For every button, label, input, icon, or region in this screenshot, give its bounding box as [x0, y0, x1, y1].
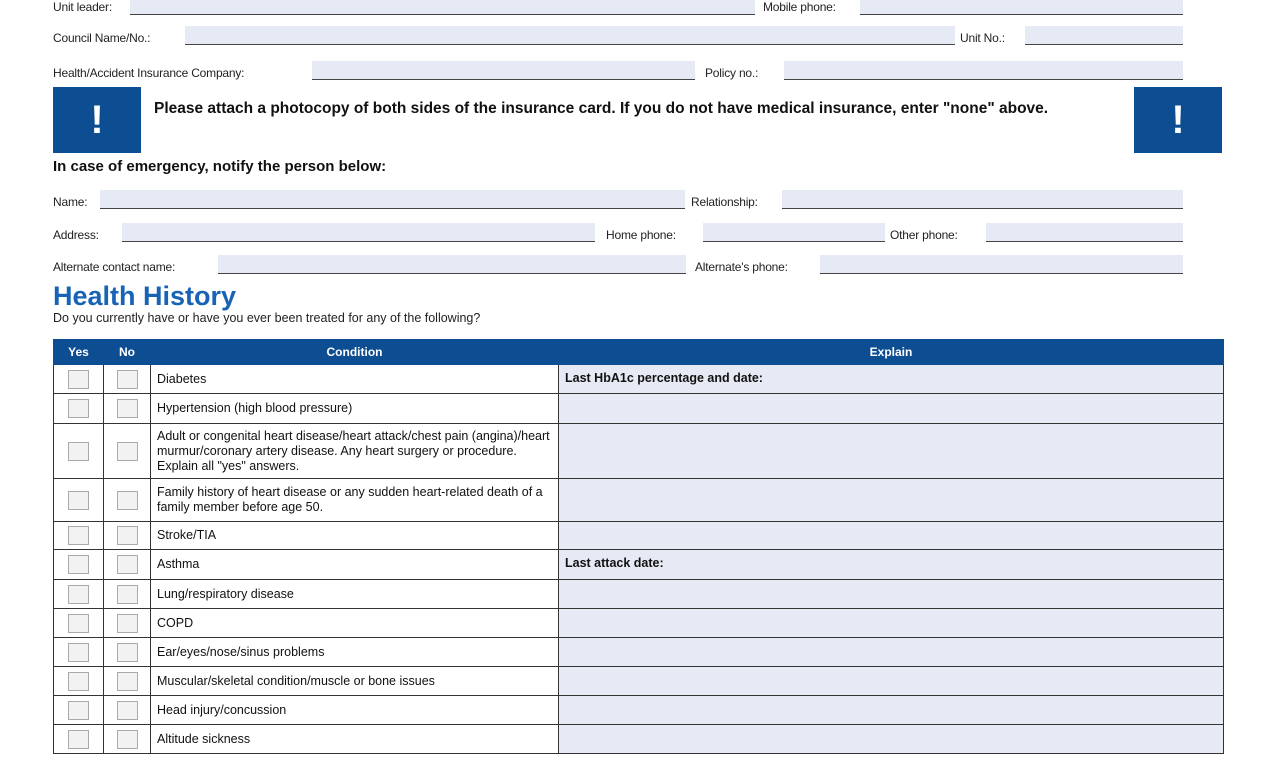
yes-checkbox[interactable] [68, 672, 89, 691]
alternate-phone-field[interactable] [820, 255, 1183, 274]
yes-checkbox[interactable] [68, 370, 89, 389]
condition-cell: Asthma [151, 550, 559, 580]
yes-checkbox[interactable] [68, 526, 89, 545]
no-checkbox[interactable] [117, 614, 138, 633]
yes-checkbox[interactable] [68, 643, 89, 662]
condition-cell: Stroke/TIA [151, 522, 559, 550]
health-history-table [53, 339, 1224, 754]
table-row [54, 424, 1224, 479]
no-checkbox[interactable] [117, 730, 138, 749]
table-row [54, 580, 1224, 609]
explain-field[interactable] [559, 667, 1224, 696]
health-history-subtitle: Do you currently have or have you ever been treated for any of the following? [53, 311, 481, 325]
no-checkbox[interactable] [117, 370, 138, 389]
condition-cell: COPD [151, 609, 559, 638]
condition-cell: Diabetes [151, 365, 559, 394]
alternate-name-label: Alternate contact name: [53, 260, 176, 274]
explain-field[interactable] [559, 424, 1224, 479]
unit-no-label: Unit No.: [960, 31, 1005, 45]
other-phone-field[interactable] [986, 223, 1183, 242]
explain-field[interactable] [559, 725, 1224, 754]
condition-cell: Lung/respiratory disease [151, 580, 559, 609]
yes-checkbox[interactable] [68, 491, 89, 510]
no-checkbox[interactable] [117, 701, 138, 720]
mobile-phone-field[interactable] [860, 0, 1183, 15]
col-yes: Yes [54, 340, 104, 365]
condition-cell: Ear/eyes/nose/sinus problems [151, 638, 559, 667]
relationship-label: Relationship: [691, 195, 758, 209]
yes-checkbox[interactable] [68, 555, 89, 574]
col-explain: Explain [559, 340, 1224, 365]
table-header-row [54, 340, 1224, 365]
health-history-title: Health History [53, 281, 237, 311]
alternate-name-field[interactable] [218, 255, 686, 274]
relationship-field[interactable] [782, 190, 1183, 209]
yes-checkbox[interactable] [68, 585, 89, 604]
policy-label: Policy no.: [705, 66, 759, 80]
no-checkbox[interactable] [117, 399, 138, 418]
yes-checkbox[interactable] [68, 399, 89, 418]
no-checkbox[interactable] [117, 643, 138, 662]
emergency-name-field[interactable] [100, 190, 685, 209]
alternate-phone-label: Alternate's phone: [695, 260, 788, 274]
insurance-label: Health/Accident Insurance Company: [53, 66, 245, 80]
explain-field[interactable] [559, 580, 1224, 609]
table-row [54, 696, 1224, 725]
table-row [54, 522, 1224, 550]
address-label: Address: [53, 228, 99, 242]
explain-field[interactable] [559, 638, 1224, 667]
council-label: Council Name/No.: [53, 31, 151, 45]
explain-field[interactable]: Last attack date: [559, 550, 1224, 580]
explain-field[interactable]: Last HbA1c percentage and date: [559, 365, 1224, 394]
unit-no-field[interactable] [1025, 26, 1183, 45]
yes-checkbox[interactable] [68, 442, 89, 461]
table-row [54, 479, 1224, 522]
policy-field[interactable] [784, 61, 1183, 80]
explain-field[interactable] [559, 696, 1224, 725]
mobile-phone-label: Mobile phone: [763, 0, 836, 14]
home-phone-field[interactable] [703, 223, 885, 242]
table-row [54, 550, 1224, 580]
explain-field[interactable] [559, 394, 1224, 424]
col-no: No [104, 340, 151, 365]
council-field[interactable] [185, 26, 955, 45]
condition-cell: Family history of heart disease or any sudden heart-related death of a family member before age 50. [151, 479, 559, 522]
address-field[interactable] [122, 223, 595, 242]
table-row [54, 667, 1224, 696]
yes-checkbox[interactable] [68, 701, 89, 720]
explain-field[interactable] [559, 479, 1224, 522]
yes-checkbox[interactable] [68, 614, 89, 633]
col-condition: Condition [151, 340, 559, 365]
no-checkbox[interactable] [117, 672, 138, 691]
no-checkbox[interactable] [117, 526, 138, 545]
no-checkbox[interactable] [117, 491, 138, 510]
yes-checkbox[interactable] [68, 730, 89, 749]
home-phone-label: Home phone: [606, 228, 676, 242]
table-row [54, 609, 1224, 638]
explain-field[interactable] [559, 522, 1224, 550]
condition-cell: Adult or congenital heart disease/heart attack/chest pain (angina)/heart murmur/coronary artery disease. Any heart surgery or procedure. Explain all "yes" answers. [151, 424, 559, 479]
exclamation-icon: ! [90, 97, 104, 142]
unit-leader-label: Unit leader: [53, 0, 112, 14]
insurance-field[interactable] [312, 61, 695, 80]
alert-icon-left [53, 87, 141, 153]
emergency-heading: In case of emergency, notify the person below: [53, 158, 387, 175]
table-row [54, 638, 1224, 667]
condition-cell: Altitude sickness [151, 725, 559, 754]
unit-leader-field[interactable] [130, 0, 755, 15]
alert-icon-right [1134, 87, 1222, 153]
no-checkbox[interactable] [117, 585, 138, 604]
insurance-card-notice: Please attach a photocopy of both sides of the insurance card. If you do not have medical insurance, enter "none" above. [154, 100, 1049, 117]
no-checkbox[interactable] [117, 555, 138, 574]
condition-cell: Head injury/concussion [151, 696, 559, 725]
no-checkbox[interactable] [117, 442, 138, 461]
emergency-name-label: Name: [53, 195, 88, 209]
table-row [54, 365, 1224, 394]
table-row [54, 725, 1224, 754]
table-row [54, 394, 1224, 424]
explain-field[interactable] [559, 609, 1224, 638]
condition-cell: Muscular/skeletal condition/muscle or bone issues [151, 667, 559, 696]
other-phone-label: Other phone: [890, 228, 958, 242]
condition-cell: Hypertension (high blood pressure) [151, 394, 559, 424]
exclamation-icon: ! [1171, 97, 1185, 142]
